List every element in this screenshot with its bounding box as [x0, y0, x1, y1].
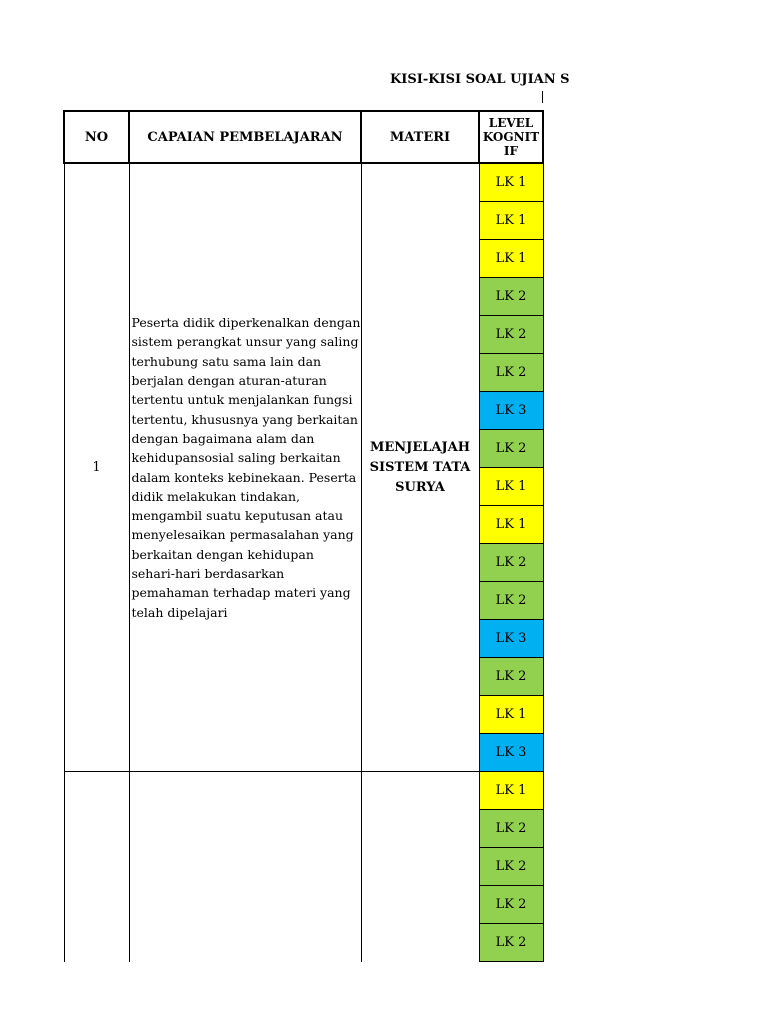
- level-kognitif-cell: LK 2: [479, 810, 543, 848]
- level-kognitif-cell: LK 3: [479, 734, 543, 772]
- header-no: NO: [64, 111, 129, 163]
- level-kognitif-cell: LK 1: [479, 240, 543, 278]
- level-kognitif-cell: LK 2: [479, 848, 543, 886]
- level-kognitif-cell: LK 2: [479, 354, 543, 392]
- level-kognitif-cell: LK 1: [479, 202, 543, 240]
- level-kognitif-cell: LK 1: [479, 468, 543, 506]
- materi-cell: [361, 772, 479, 962]
- level-kognitif-cell: LK 2: [479, 544, 543, 582]
- materi-cell: [361, 163, 479, 772]
- header-materi: MATERI: [361, 111, 479, 163]
- level-kognitif-cell: LK 2: [479, 430, 543, 468]
- materi-line: SISTEM TATA: [369, 459, 471, 475]
- table-row: [64, 772, 543, 810]
- header-row: [64, 111, 543, 163]
- level-kognitif-cell: LK 2: [479, 924, 543, 962]
- capaian-pembelajaran-cell: Peserta didik diperkenalkan dengan sistem perangkat unsur yang saling terhubung satu sama lain dan berjalan dengan aturan-aturan tertentu untuk menjalankan fungsi tertentu, khususnya yang berkaitan dengan bagaimana alam dan kehidupansosial saling berkaitan dalam konteks kebinekaan. Peserta didik melakukan tindakan, mengambil suatu keputusan atau menyelesaikan permasalahan yang berkaitan dengan kehidupan sehari-hari berdasarkan pemahaman terhadap materi yang telah dipelajari: [129, 163, 361, 772]
- level-kognitif-cell: LK 2: [479, 658, 543, 696]
- header-level-line: KOGNIT: [482, 130, 540, 144]
- materi-line: MENJELAJAH: [370, 439, 470, 455]
- level-kognitif-cell: LK 1: [479, 772, 543, 810]
- level-kognitif-cell: LK 1: [479, 696, 543, 734]
- level-kognitif-cell: LK 2: [479, 582, 543, 620]
- header-level-line: LEVEL: [488, 116, 534, 130]
- document-title: KISI-KISI SOAL UJIAN S: [390, 72, 570, 87]
- level-kognitif-cell: LK 2: [479, 316, 543, 354]
- level-kognitif-cell: LK 2: [479, 278, 543, 316]
- level-kognitif-cell: LK 1: [479, 506, 543, 544]
- table-row: [64, 163, 543, 202]
- level-kognitif-cell: LK 1: [479, 163, 543, 202]
- level-kognitif-cell: LK 2: [479, 886, 543, 924]
- subtitle-fragment: [542, 91, 543, 103]
- materi-line: SURYA: [395, 479, 445, 495]
- row-number: 1: [64, 163, 129, 772]
- level-kognitif-cell: LK 3: [479, 392, 543, 430]
- row-number: [64, 772, 129, 962]
- level-kognitif-cell: LK 3: [479, 620, 543, 658]
- header-level: [479, 111, 543, 163]
- header-capaian: CAPAIAN PEMBELAJARAN: [129, 111, 361, 163]
- capaian-pembelajaran-cell: [129, 772, 361, 962]
- header-level-line: IF: [503, 144, 519, 158]
- kisi-kisi-table: [63, 110, 544, 962]
